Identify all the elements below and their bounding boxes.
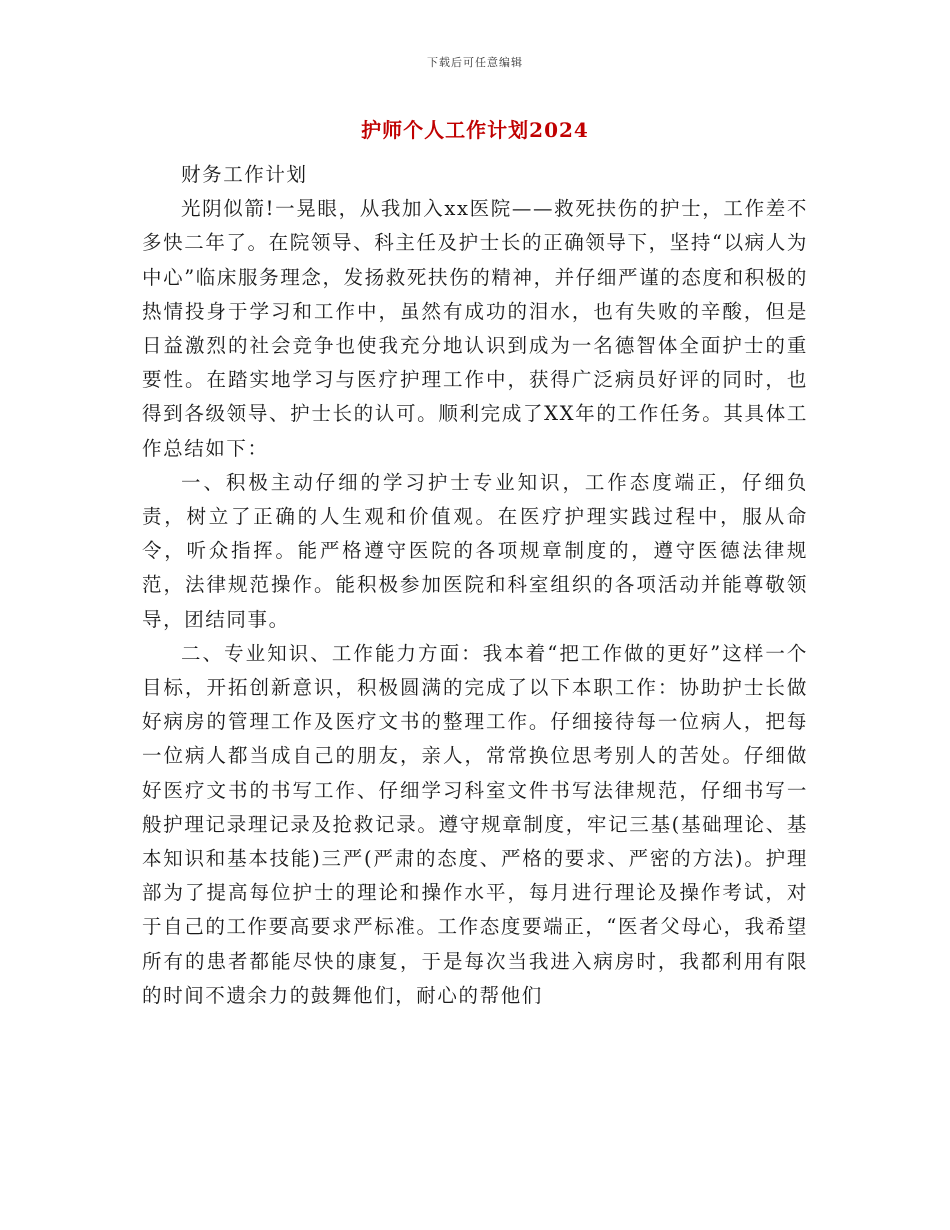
- document-body: [142, 158, 808, 1013]
- paragraph-section-2: 二、专业知识、工作能力方面：我本着“把工作做的更好”这样一个目标，开拓创新意识，积极圆满的完成了以下本职工作：协助护士长做好病房的管理工作及医疗文书的整理工作。仔细接待每一位病人，把每一位病人都当成自己的朋友，亲人，常常换位思考别人的苦处。仔细做好医疗文书的书写工作、仔细学习科室文件书写法律规范，仔细书写一般护理记录理记录及抢救记录。遵守规章制度，牢记三基(基础理论、基本知识和基本技能)三严(严肃的态度、严格的要求、严密的方法)。护理部为了提高每位护士的理论和操作水平，每月进行理论及操作考试，对于自己的工作要高要求严标准。工作态度要端正，“医者父母心，我希望所有的患者都能尽快的康复，于是每次当我进入病房时，我都利用有限的时间不遗余力的鼓舞他们，耐心的帮他们: [142, 641, 808, 1007]
- paragraph-intro: 光阴似箭!一晃眼，从我加入xx医院——救死扶伤的护士，工作差不多快二年了。在院领导、科主任及护士长的正确领导下，坚持“以病人为中心”临床服务理念，发扬救死扶伤的精神，并仔细严谨的态度和积极的热情投身于学习和工作中，虽然有成功的泪水，也有失败的辛酸，但是日益激烈的社会竞争也使我充分地认识到成为一名德智体全面护士的重要性。在踏实地学习与医疗护理工作中，获得广泛病员好评的同时，也得到各级领导、护士长的认可。顺利完成了XX年的工作任务。其具体工作总结如下：: [142, 197, 808, 460]
- paragraph-section-1: 一、积极主动仔细的学习护士专业知识，工作态度端正，仔细负责，树立了正确的人生观和价值观。在医疗护理实践过程中，服从命令，听众指挥。能严格遵守医院的各项规章制度的，遵守医德法律规范，法律规范操作。能积极参加医院和科室组织的各项活动并能尊敬领导，团结同事。: [142, 470, 808, 631]
- page-header-note: 下载后可任意编辑: [427, 56, 523, 69]
- paragraph-subtitle: 财务工作计划: [181, 163, 308, 186]
- document-title: 护师个人工作计划2024: [361, 118, 589, 142]
